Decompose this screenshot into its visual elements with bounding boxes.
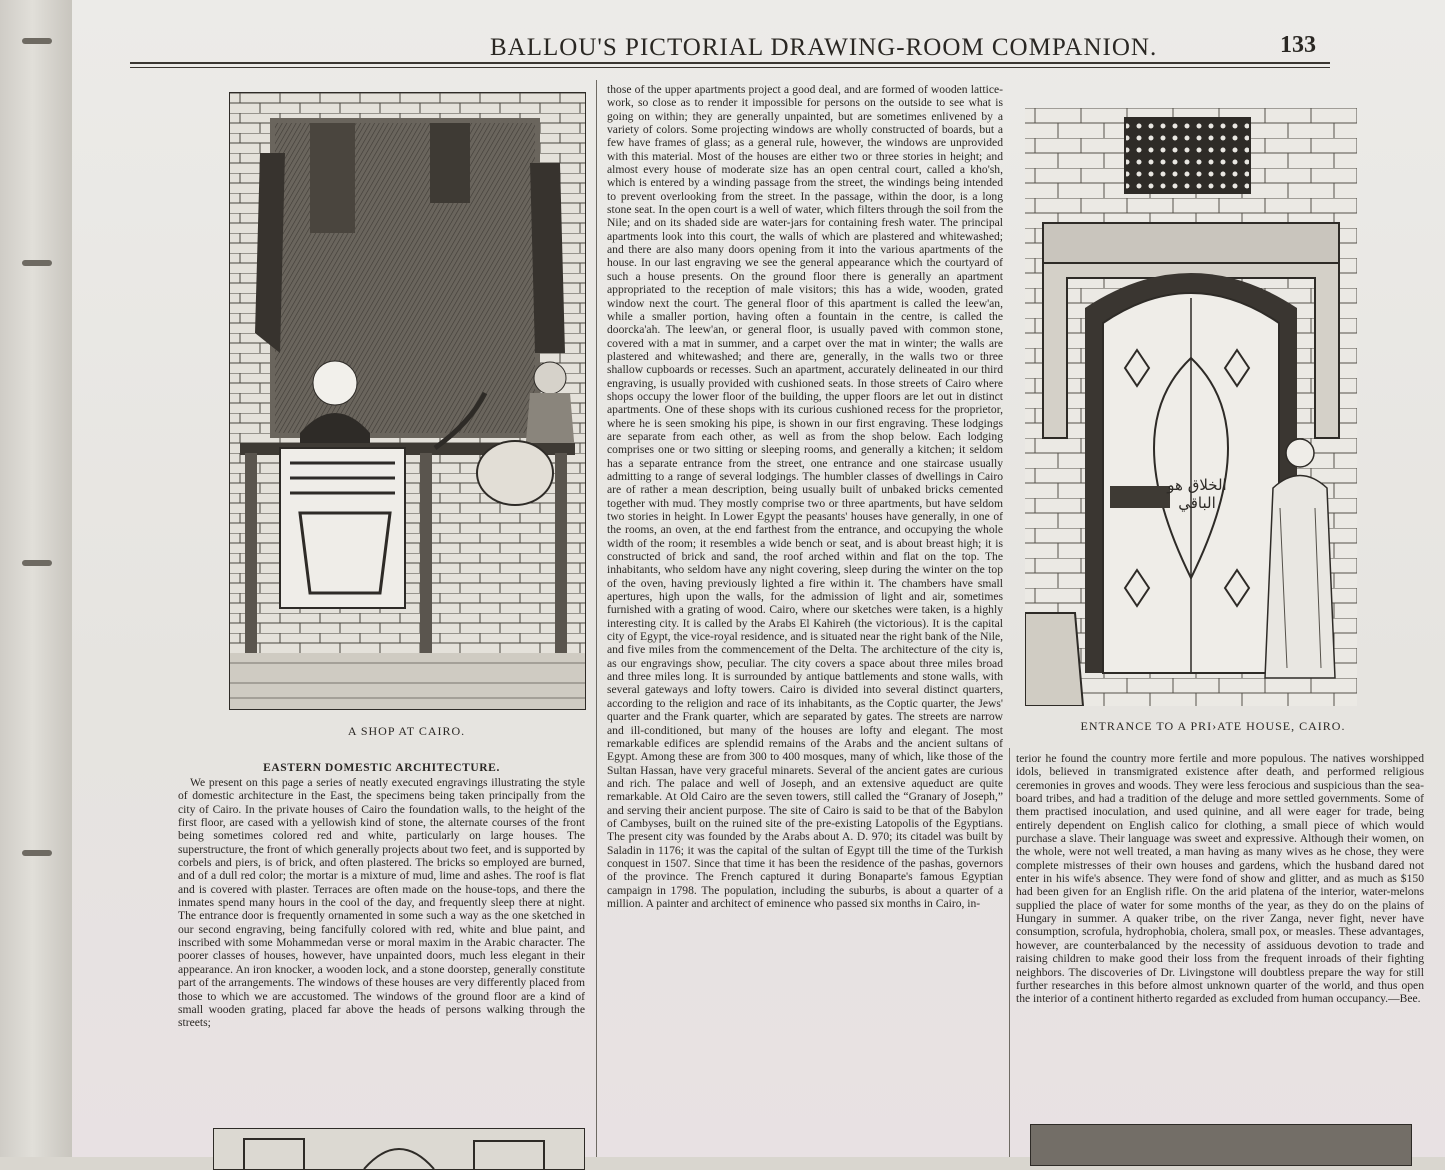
masthead (130, 34, 1330, 70)
article-column-1 (178, 776, 585, 1106)
binding-stitch (22, 38, 52, 44)
binding-stitch (22, 560, 52, 566)
column-rule (1009, 748, 1010, 1157)
article-paragraph: We present on this page a series of neatly executed engravings illustrating the style of domestic architecture in the East, the specimens being taken principally from the city of Cairo. In the private houses of Cairo the foundation walls, to the height of the first floor, are cased with a yellowish kind of stone, the alternate courses of the front being sometimes colored red and white, particularly on large houses. The superstructure, the front of which generally projects about two feet, and is supported by corbels and piers, is of brick, and often plastered. The bricks so employed are burned, and of a dull red color; the mortar is a mixture of mud, lime and ashes. The roof is flat and is covered with plaster. Terraces are often made on the house-tops, and there the inmates spend many hours in the cool of the day, and frequently sleep there at night. The entrance door is frequently ornamented in some such a way as the one sketched in our second engraving, being fancifully colored with red, white and blue paint, and inscribed with some Mohammedan verse or moral maxim in the Arabic character. The poorer classes of houses, however, have unpainted doors, much less elegant in their appearance. An iron knocker, a wooden lock, and a stone doorstep, generally constitute part of the arrangements. The windows of these houses are very differently placed from those to which we are accustomed. The windows of the ground floor are a kind of small wooden grating, placed far above the heads of persons walking through the streets; (178, 776, 585, 1030)
binding-stitch (22, 850, 52, 856)
bottom-engraving-left (213, 1128, 585, 1170)
book-spine (0, 0, 73, 1157)
binding-stitch (22, 260, 52, 266)
page-number: 133 (1280, 32, 1316, 58)
publication-title: BALLOU'S PICTORIAL DRAWING-ROOM COMPANION. (490, 34, 1158, 61)
entrance-engraving (1025, 108, 1357, 706)
article-column-2 (607, 83, 1003, 1157)
article-paragraph: those of the upper apartments project a good deal, and are formed of wooden lattice-work, so close as to render it impossible for persons on the outside to see what is going on within; they are generally unpainted, but are sometimes enlivened by a variety of colors. Some projecting windows are wholly constructed of boards, but a few have frames of glass; as a general rule, however, the windows are unprovided with this material. Most of the houses are either two or three stories in height; and almost every house of moderate size has an open central court, called a kho'sh, which is entered by a winding passage from the street, the windings being intended to prevent overlooking from the street. In the passage, within the door, is a long stone seat. In the open court is a well of water, which filters through the soil from the Nile; and on its shaded side are water-jars for containing fresh water. The principal apartments look into this court, the walls of which are plastered and whitewashed; and there are also many doors opening from it into the various apartments of the house. In our last engraving we see the general appearance which the courtyard of such a house presents. On the ground floor there is generally an apartment appropriated to the reception of male visitors; this has a wide, wooden, grated window next the court. The general floor of this apartment is called the leew'an, while a smaller portion, having often a fountain in the centre, is called the doorcka'ah. The leew'an, or general floor, is usually paved with common stone, covered with a mat in summer, and a carpet over the mat in winter; the walls are plastered and whitewashed; and there are, generally, in the walls two or three shallow cupboards or recesses. Such an apartment, accurately delineated in our third engraving, is usually provided with cushioned seats. In those streets of Cairo where shops occupy the lower floor of the building, the upper floors are let out in distinct apartments. One of these shops with its curious cushioned recess for the proprietor, where he is seen smoking his pipe, is shown in our first engraving. These lodgings are separate from each other, as well as from the shop below. Each lodging comprises one or two sitting or sleeping rooms, and generally a kitchen; it seldom has a separate entrance from the street, one entrance and one staircase usually admitting to a range of several lodgings. The humbler classes of dwellings in Cairo are of rather a mean description, being usually built of unbaked bricks cemented together with mud. They mostly comprise two or three apartments, but have seldom two stories in height. In Lower Egypt the peasants' houses have generally, in one of the rooms, an oven, at the end farthest from the entrance, and occupying the whole width of the room; it resembles a wide bench or seat, and is about breast high; it is constructed of brick and sand, the roof arched within and flat on the top. The inhabitants, who seldom have any night covering, sleep during the winter on the top of the oven, having previously lighted a fire within it. The chambers have small apertures, high upon the walls, for the admission of light and air, sometimes furnished with a grating of wood. Cairo, where our sketches were taken, is a highly interesting city. It is called by the Arabs El Kahireh (the victorious). It is the capital city of Egypt, the vice-royal residence, and is situated near the right bank of the Nile, and five miles from the commencement of the Delta. The architecture of the city is, as our engravings show, peculiar. The city covers a space about three miles broad and three miles long. It is surrounded by antique battlements and stone walls, with several gateways and lofty towers. Cairo is divided into several distinct quarters, according to the religion and race of its inhabitants, as the Coptic quarter, the Jews' quarter and the Frank quarter, which are separated by gates. The streets are narrow and ill-conditioned, but many of the houses are lofty and elegant. The most remarkable edifices are splendid remains of the Arabs and the ancient sultans of Egypt. Among these are from 300 to 400 mosques, many of which, like those of the Sultan Hassan, have very graceful minarets. Several of the ancient gates are curious and rich. The palace and well of Joseph, and an extensive aqueduct are quite remarkable. At Old Cairo are the seven towers, still called the “Granary of Joseph,” and serving their ancient purpose. The site of Cairo is said to be that of the Babylon of Cambyses, built on the ruined site of the pre-existing Latopolis of the Egyptians. The present city was founded by the Arabs about A. D. 970; its citadel was built by Saladin in 1176; it was the capital of the sultan of Egypt till the time of the Turkish conquest in 1507. Since that time it has been the residence of the pashas, governors of the province. The French captured it during Bonaparte's famous Egyptian campaign in 1798. The population, including the suburbs, is about a quarter of a million. A painter and architect of eminence who passed six months in Cairo, in- (607, 83, 1003, 910)
entrance-caption: ENTRANCE TO A PRI›ATE HOUSE, CAIRO. (1080, 719, 1346, 733)
masthead-rule (130, 62, 1330, 64)
shop-engraving (229, 92, 586, 710)
article-column-3 (1016, 752, 1424, 1097)
shop-caption: A SHOP AT CAIRO. (347, 724, 466, 738)
article-heading: EASTERN DOMESTIC ARCHITECTURE. (263, 762, 500, 774)
door-inscription: الخلاق هو الباقي (1167, 476, 1227, 512)
column-rule (596, 80, 597, 1157)
bottom-engraving-right (1030, 1124, 1412, 1166)
article-paragraph: terior he found the country more fertile and more populous. The natives worshipped idols, believed in transmigrated existence after death, and performed religious ceremonies in groves and woods. They were less ferocious and suspicious than the sea-board tribes, and had a tradition of the deluge and more settled governments. Some of them practised inoculation, and used quinine, and all were eager for trade, being entirely dependent on English calico for clothing, a small piece of which would purchase a slave. Their language was sweet and expressive. Although their women, on the whole, were not well treated, a man having as many wives as he chose, they were complete mistresses of their own houses and gardens, which the husband dared not enter in his wife's absence. They were fond of show and glitter, and as much as $150 had been given for an English rifle. On the arid platena of the interior, water-melons supplied the place of water for some months of the year, as they do on the plains of Hungary in summer. A quaker tribe, on the river Zanga, never fight, never have consumption, scrofula, hydrophobia, cholera, small pox, or measles. These advantages, however, are counterbalanced by the necessity of assiduous devotion to trade and raising children to make good their loss from the frequent inroads of their fighting neighbors. The discoveries of Dr. Livingstone will doubtless prepare the way for still further researches in this before almost unknown quarter of the world, and thus open the interior of a continent hitherto regarded as excluded from human occupancy.—Bee. (1016, 752, 1424, 1006)
masthead-rule (130, 67, 1330, 68)
